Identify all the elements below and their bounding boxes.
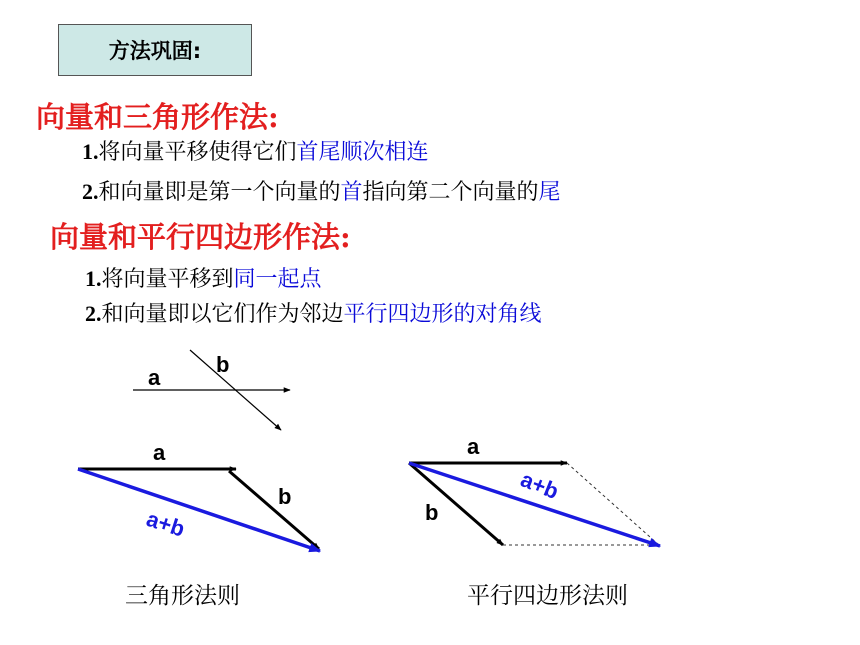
caption-triangle-rule: 三角形法则 xyxy=(125,583,240,609)
dashed-side-right xyxy=(567,463,659,545)
label-a-triangle: a xyxy=(153,440,166,465)
step-number: 2. xyxy=(82,179,99,204)
vector-b-triangle xyxy=(229,471,319,549)
step-number: 1. xyxy=(82,139,99,164)
parallelogram-rule-diagram xyxy=(409,434,660,546)
parallelogram-heading: 向量和平行四边形作法: xyxy=(50,220,351,254)
step-text: 将向量平移到 xyxy=(101,267,234,292)
step-number: 2. xyxy=(85,301,102,326)
vector-b-parallelogram xyxy=(409,463,503,545)
step-highlight: 平行四边形的对角线 xyxy=(343,302,542,327)
triangle-rule-diagram xyxy=(78,440,320,551)
step-text: 和向量即以它们作为邻边 xyxy=(101,302,344,327)
label-sum-triangle: a+b xyxy=(143,505,188,542)
step-text: 和向量即是第一个向量的 xyxy=(98,180,341,205)
step-number: 1. xyxy=(85,266,102,291)
label-sum-parallelogram: a+b xyxy=(517,466,563,505)
step-highlight: 首尾顺次相连 xyxy=(296,140,429,165)
step-text: 将向量平移使得它们 xyxy=(98,140,297,165)
step-highlight: 尾 xyxy=(538,180,561,205)
step-text: 指向第二个向量的 xyxy=(362,180,539,205)
label-a-original: a xyxy=(148,365,161,390)
vector-sum-triangle xyxy=(78,469,320,551)
label-a-parallelogram: a xyxy=(467,434,480,459)
label-b-triangle: b xyxy=(278,484,292,509)
step-highlight: 同一起点 xyxy=(233,267,322,292)
step-highlight: 首 xyxy=(340,180,363,205)
title-box-text: 方法巩固: xyxy=(108,39,202,63)
label-b-original: b xyxy=(216,352,230,377)
caption-parallelogram-rule: 平行四边形法则 xyxy=(467,583,628,609)
triangle-heading: 向量和三角形作法: xyxy=(36,100,279,134)
label-b-parallelogram: b xyxy=(425,500,439,525)
original-vectors xyxy=(133,350,290,430)
